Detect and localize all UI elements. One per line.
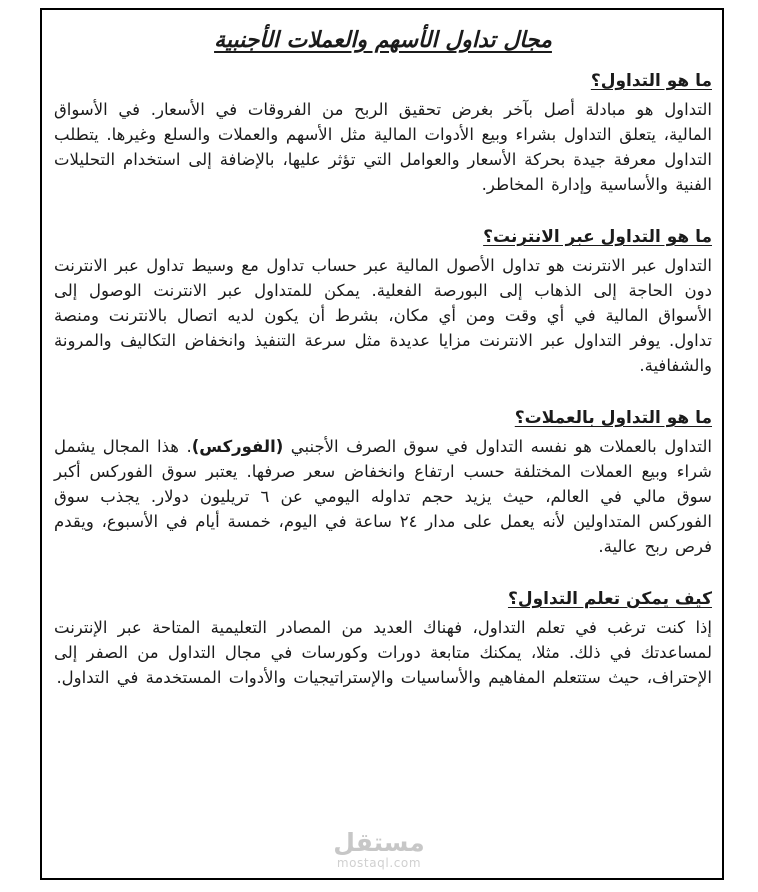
section-heading: ما هو التداول؟ — [590, 71, 712, 91]
watermark-site-url: mostaql.com — [336, 856, 422, 870]
section-currency-trading — [54, 408, 712, 559]
page-content — [54, 28, 712, 690]
section-body: التداول عبر الانترنت هو تداول الأصول المالية عبر حساب تداول مع وسيط تداول عبر الانترنت دون الحاجة إلى الذهاب إلى البورصة الفعلية. يمكن للمتداول عبر الانترنت الوصول إلى الأسواق المالية في أي وقت ومن أي مكان، بشرط أن يكون لديه اتصال بالانترنت ومنصة تداول. يوفر التداول عبر الانترنت مزايا عديدة مثل سرعة التنفيذ وانخفاض التكاليف والمرونة والشفافية. — [54, 256, 712, 375]
section-online-trading — [54, 227, 712, 378]
section-body: إذا كنت ترغب في تعلم التداول، فهناك العديد من المصادر التعليمية المتاحة عبر الإنترنت لمساعدتك في ذلك. مثلا، يمكنك متابعة دورات وكورسات في مجال التداول من الصفر إلى الإحتراف، حيث ستتعلم المفاهيم والأساسيات والإستراتيجيات والأدوات المستخدمة في التداول. — [54, 618, 712, 687]
forex-bold-term: (الفوركس) — [191, 437, 284, 456]
section-what-is-trading — [54, 71, 712, 197]
body-text-run: التداول بالعملات هو نفسه التداول في سوق الصرف الأجنبي — [283, 437, 712, 456]
section-body: التداول هو مبادلة أصل بآخر بغرض تحقيق الربح من الفروقات في الأسعار. في الأسواق المالية، يتعلق التداول بشراء وبيع الأدوات المالية مثل الأسهم والعملات والسلع وغيرها. يتطلب التداول معرفة جيدة بحركة الأسعار والعوامل التي تؤثر عليها، بالإضافة إلى استخدام التحليلات الفنية والأساسية وإدارة المخاطر. — [54, 100, 712, 194]
section-heading: ما هو التداول بالعملات؟ — [514, 408, 712, 428]
watermark-logo: مستقل — [333, 827, 425, 857]
page-title: مجال تداول الأسهم والعملات الأجنبية — [214, 28, 552, 53]
section-body — [54, 434, 712, 559]
section-heading: كيف يمكن تعلم التداول؟ — [507, 589, 712, 609]
section-learn-trading — [54, 589, 712, 690]
body-text-run: . هذا المجال يشمل شراء وبيع العملات المختلفة حسب ارتفاع وانخفاض سعر صرفها. يعتبر سوق الفوركس أكبر سوق مالي في العالم، حيث يزيد حجم تداوله اليومي عن ٦ تريليون دولار. يجذب سوق الفوركس المتداولين لأنه يعمل على مدار ٢٤ ساعة في اليوم، خمسة أيام في الأسبوع، ويقدم فرص ربح عالية. — [54, 437, 712, 556]
section-heading: ما هو التداول عبر الانترنت؟ — [483, 227, 712, 247]
